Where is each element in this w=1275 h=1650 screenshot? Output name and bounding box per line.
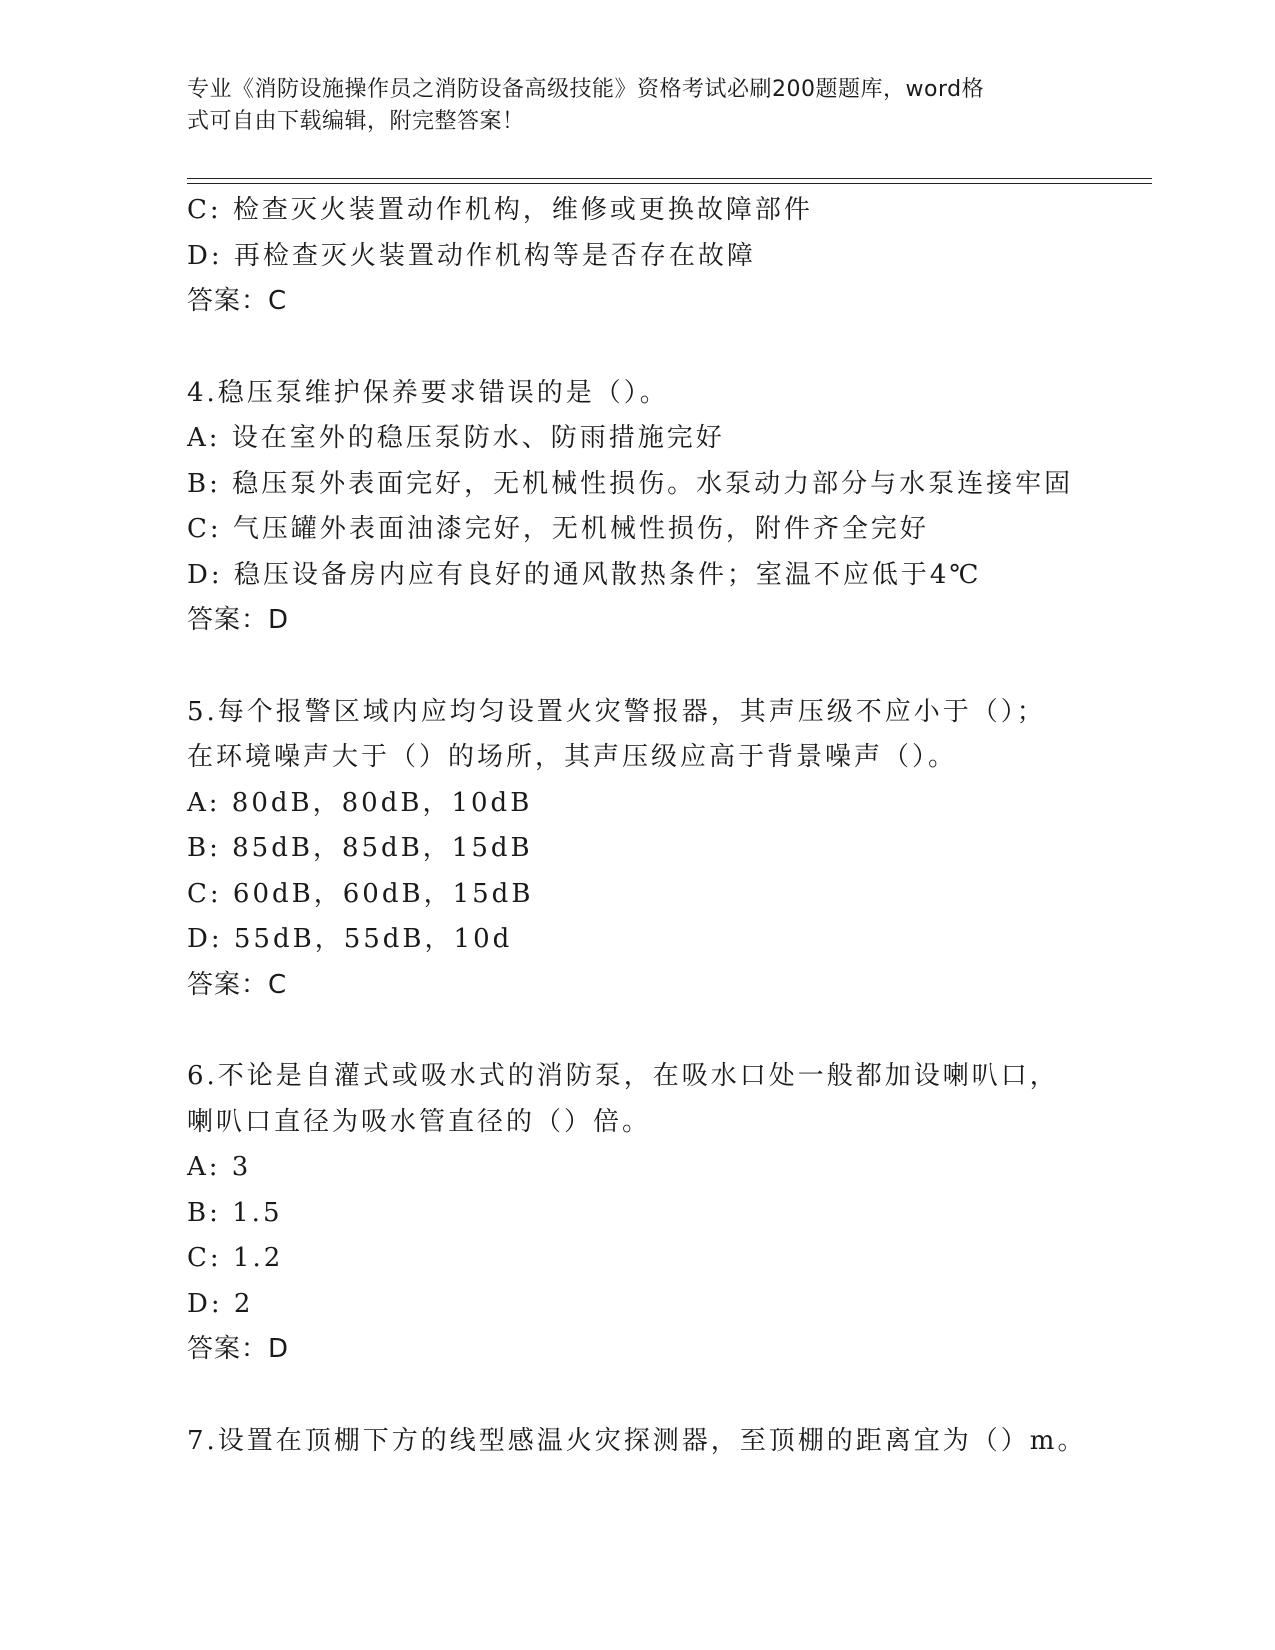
spacer — [187, 644, 1147, 690]
question-block-3 — [187, 188, 1147, 325]
question-text-continued: 喇叭口直径为吸水管直径的（）倍。 — [187, 1106, 652, 1137]
question-text: 6.不论是自灌式或吸水式的消防泵，在吸水口处一般都加设喇叭口， — [187, 1061, 1059, 1091]
answer-line: 答案：D — [187, 1334, 290, 1364]
option-d: D: 2 — [187, 1288, 254, 1319]
spacer — [187, 1373, 1147, 1419]
option-b: B: 稳压泵外表面完好，无机械性损伤。水泵动力部分与水泵连接牢固 — [187, 468, 1074, 499]
option-d: D: 55dB，55dB，10d — [187, 924, 513, 954]
option-c: C: 60dB，60dB，15dB — [187, 878, 534, 909]
option-a: A: 设在室外的稳压泵防水、防雨措施完好 — [187, 423, 725, 453]
question-text: 4.稳压泵维护保养要求错误的是（）。 — [187, 377, 669, 408]
header-divider-top — [187, 178, 1152, 179]
header-divider-bottom — [187, 183, 1152, 184]
spacer — [187, 1008, 1147, 1054]
option-a: A: 80dB，80dB，10dB — [187, 787, 533, 818]
question-text-continued: 在环境噪声大于（）的场所，其声压级应高于背景噪声（）。 — [187, 742, 958, 772]
option-d: D: 稳压设备房内应有良好的通风散热条件；室温不应低于4℃ — [187, 559, 982, 590]
question-text: 7.设置在顶棚下方的线型感温火灾探测器，至顶棚的距离宜为（）m。 — [187, 1425, 1087, 1456]
question-block-4 — [187, 371, 1147, 644]
option-c: C: 检查灭火装置动作机构，维修或更换故障部件 — [187, 195, 813, 225]
option-b: B: 85dB，85dB，15dB — [187, 833, 533, 863]
spacer — [187, 325, 1147, 371]
option-d: D: 再检查灭火装置动作机构等是否存在故障 — [187, 240, 756, 271]
header-line-1: 专业《消防设施操作员之消防设备高级技能》资格考试必刷200题题库，word格 — [187, 77, 985, 102]
header-line-2: 式可自由下载编辑，附完整答案！ — [187, 109, 525, 134]
answer-line: 答案：C — [187, 969, 288, 1000]
option-c: C: 气压罐外表面油漆完好，无机械性损伤，附件齐全完好 — [187, 514, 929, 544]
question-list — [187, 188, 1147, 1464]
question-block-5 — [187, 690, 1147, 1009]
option-a: A: 3 — [187, 1152, 252, 1182]
option-c: C: 1.2 — [187, 1243, 284, 1273]
question-block-6 — [187, 1054, 1147, 1373]
question-block-7 — [187, 1419, 1147, 1465]
option-b: B: 1.5 — [187, 1197, 283, 1228]
question-text: 5.每个报警区域内应均匀设置火灾警报器，其声压级不应小于（）； — [187, 696, 1046, 727]
answer-line: 答案：C — [187, 286, 288, 316]
answer-line: 答案：D — [187, 605, 290, 635]
document-header — [187, 74, 1067, 138]
